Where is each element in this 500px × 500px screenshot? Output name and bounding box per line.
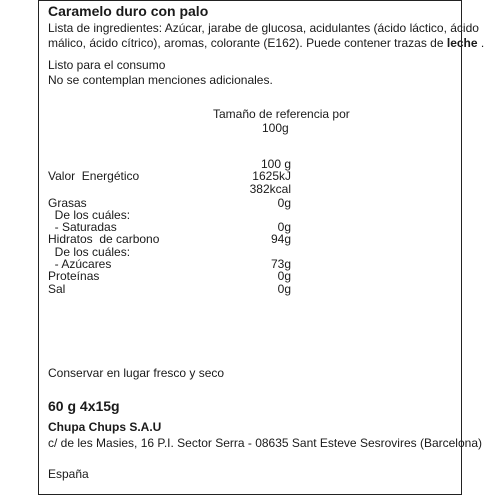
claims-note: No se contemplan menciones adicionales.	[48, 73, 273, 87]
ingredients-line-2	[48, 36, 484, 50]
reference-label-line-1: Tamaño de referencia por	[213, 107, 350, 121]
column-header-100g: 100 g	[260, 157, 291, 171]
ingredients-line-1: Lista de ingredientes: Azúcar, jarabe de glucosa, acidulantes (ácido láctico, ácido	[48, 21, 479, 35]
reference-label-line-2: 100g	[262, 121, 289, 135]
nutrition-row-value: 73g	[270, 257, 291, 271]
nutrition-row-value: 0g	[277, 196, 291, 210]
nutrition-row-label: - Saturadas	[48, 220, 117, 234]
nutrition-row-value: 382kcal	[249, 182, 291, 196]
storage-note: Conservar en lugar fresco y seco	[48, 366, 225, 380]
nutrition-row-value: 0g	[277, 220, 291, 234]
nutrition-row-value: 0g	[277, 282, 291, 296]
nutrition-row-value: 94g	[270, 232, 291, 246]
nutrition-row-value: 0g	[277, 269, 291, 283]
product-title: Caramelo duro con palo	[48, 3, 209, 19]
company-country: España	[48, 467, 89, 481]
nutrition-row-value: 1625kJ	[252, 169, 291, 183]
nutrition-row-label: - Azúcares	[48, 257, 112, 271]
ingredients-text: málico, ácido cítrico), aromas, colorante (E162). Puede contener trazas de	[48, 36, 447, 50]
nutrition-row-label: De los cuáles:	[48, 245, 131, 259]
allergen-leche: leche	[446, 36, 478, 50]
nutrition-row-label: Valor Energético	[48, 169, 140, 183]
ready-note: Listo para el consumo	[48, 58, 166, 72]
nutrition-row-label: Grasas	[48, 196, 87, 210]
nutrition-row-label: Proteínas	[48, 269, 100, 283]
company-name: Chupa Chups S.A.U	[48, 420, 162, 434]
net-weight: 60 g 4x15g	[48, 398, 120, 414]
company-address: c/ de les Masies, 16 P.I. Sector Serra - 08635 Sant Esteve Sesrovires (Barcelona)	[48, 436, 482, 450]
nutrition-row-label: Hidratos de carbono	[48, 232, 160, 246]
nutrition-row-label: De los cuáles:	[48, 208, 131, 222]
ingredients-end: .	[477, 36, 485, 50]
nutrition-row-label: Sal	[48, 282, 66, 296]
